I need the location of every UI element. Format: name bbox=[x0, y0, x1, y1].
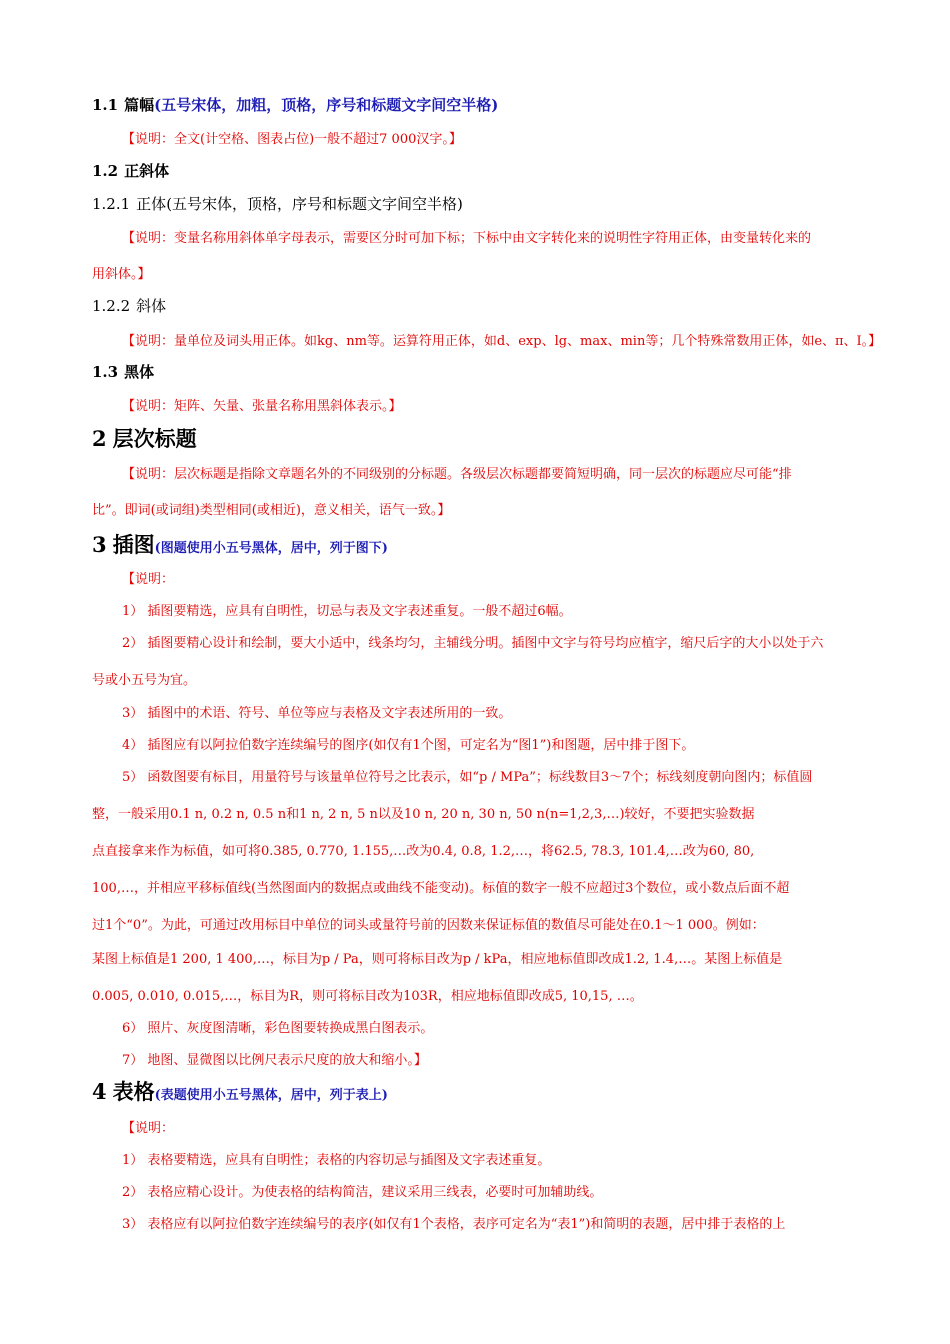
note-4-line: 【说明： bbox=[122, 1121, 175, 1136]
heading-text: 表格 bbox=[112, 1079, 155, 1104]
note-3-line: 点直接拿来作为标值，如可将0.385, 0.770, 1.155,…改为0.4, 0.8, 1.2,…，将62.5, 78.3, 101.4,…改为60, 80, bbox=[92, 844, 755, 859]
heading-annotation: (表题使用小五号黑体，居中，列于表上) bbox=[154, 1088, 388, 1103]
note-1-2-1-line1: 【说明：变量名称用斜体单字母表示，需要区分时可加下标；下标中由文字转化来的说明性字符用正体，由变量转化来的 bbox=[122, 231, 812, 246]
heading-text: 篇幅 bbox=[124, 96, 155, 114]
heading-2 bbox=[92, 423, 197, 453]
heading-3 bbox=[92, 529, 388, 559]
note-4-line: 3） 表格应有以阿拉伯数字连续编号的表序(如仅有1个表格，表序可定名为“表1”)和简明的表题，居中排于表格的上 bbox=[122, 1217, 786, 1232]
note-3-line: 5） 函数图要有标目，用量符号与该量单位符号之比表示，如“p / MPa”；标线数目3～7个；标线刻度朝向图内；标值圆 bbox=[122, 770, 813, 785]
note-3-line: 过1个“0”。为此，可通过改用标目中单位的词头或量符号前的因数来保证标值的数值尽可能处在0.1～1 000。例如： bbox=[92, 918, 765, 933]
note-1-2-2: 【说明：量单位及词头用正体。如kg、nm等。运算符用正体，如d、exp、lg、max、min等；几个特殊常数用正体，如e、π、I。】 bbox=[122, 334, 882, 349]
heading-1-2-2 bbox=[92, 295, 166, 316]
note-2-line1: 【说明：层次标题是指除文章题名外的不同级别的分标题。各级层次标题都要简短明确，同一层次的标题应尽可能“排 bbox=[122, 467, 792, 482]
heading-text: 插图 bbox=[112, 532, 155, 557]
note-3-line: 0.005, 0.010, 0.015,…，标目为R，则可将标目改为103R，相应地标值即改成5, 10,15, …。 bbox=[92, 989, 643, 1004]
note-3-line: 100,…，并相应平移标值线(当然图面内的数据点或曲线不能变动)。标值的数字一般不应超过3个数位，或小数点后面不超 bbox=[92, 881, 790, 896]
heading-text: 黑体 bbox=[124, 363, 155, 381]
heading-text: 正斜体 bbox=[124, 162, 170, 180]
heading-1-3 bbox=[92, 361, 154, 382]
note-3-line: 整，一般采用0.1 n, 0.2 n, 0.5 n和1 n, 2 n, 5 n以及10 n, 20 n, 30 n, 50 n(n=1,2,3,…)较好，不要把实验数据 bbox=[92, 807, 755, 822]
note-1-1: 【说明：全文(计空格、图表占位)一般不超过7 000汉字。】 bbox=[122, 132, 462, 147]
note-3-line: 6） 照片、灰度图清晰，彩色图要转换成黑白图表示。 bbox=[122, 1021, 434, 1036]
note-3-line: 2） 插图要精心设计和绘制，要大小适中，线条均匀，主辅线分明。插图中文字与符号均应植字，缩尺后字的大小以处于六 bbox=[122, 636, 824, 651]
note-3-line: 4） 插图应有以阿拉伯数字连续编号的图序(如仅有1个图，可定名为“图1”)和图题，居中排于图下。 bbox=[122, 738, 695, 753]
note-3-line: 某图上标值是1 200, 1 400,…，标目为p / Pa，则可将标目改为p / kPa，相应地标值即改成1.2, 1.4,…。某图上标值是 bbox=[92, 952, 783, 967]
note-3-line: 【说明： bbox=[122, 572, 175, 587]
note-3-line: 7） 地图、显微图以比例尺表示尺度的放大和缩小。】 bbox=[122, 1053, 427, 1068]
heading-text: 正体 bbox=[136, 195, 167, 213]
note-1-3: 【说明：矩阵、矢量、张量名称用黑斜体表示。】 bbox=[122, 399, 402, 414]
heading-number: 1.3 bbox=[92, 363, 119, 381]
note-2-line2: 比”。即词(或词组)类型相同(或相近)，意义相关，语气一致。】 bbox=[92, 503, 451, 518]
note-4-line: 1） 表格要精选，应具有自明性；表格的内容切忌与插图及文字表述重复。 bbox=[122, 1153, 551, 1168]
heading-number: 3 bbox=[92, 532, 107, 557]
note-3-line: 1） 插图要精选，应具有自明性，切忌与表及文字表述重复。一般不超过6幅。 bbox=[122, 604, 572, 619]
note-1-2-1-line2: 用斜体。】 bbox=[92, 267, 151, 282]
heading-number: 1.2.1 bbox=[92, 195, 131, 213]
heading-4 bbox=[92, 1076, 388, 1106]
heading-number: 1.2 bbox=[92, 162, 119, 180]
note-4-line: 2） 表格应精心设计。为使表格的结构简洁，建议采用三线表，必要时可加辅助线。 bbox=[122, 1185, 603, 1200]
heading-1-1 bbox=[92, 94, 498, 115]
heading-1-2-1 bbox=[92, 193, 463, 214]
heading-number: 2 bbox=[92, 426, 107, 451]
heading-number: 4 bbox=[92, 1079, 107, 1104]
note-3-line: 3） 插图中的术语、符号、单位等应与表格及文字表述所用的一致。 bbox=[122, 706, 512, 721]
heading-number: 1.1 bbox=[92, 96, 119, 114]
heading-annotation: (五号宋体，加粗，顶格，序号和标题文字间空半格) bbox=[154, 96, 499, 114]
heading-annotation: (图题使用小五号黑体，居中，列于图下) bbox=[154, 541, 388, 556]
heading-annotation: (五号宋体，顶格，序号和标题文字间空半格) bbox=[166, 195, 463, 213]
heading-text: 斜体 bbox=[136, 297, 167, 315]
note-3-line: 号或小五号为宜。 bbox=[92, 673, 197, 688]
heading-text: 层次标题 bbox=[112, 426, 197, 451]
heading-1-2 bbox=[92, 160, 169, 181]
heading-number: 1.2.2 bbox=[92, 297, 131, 315]
